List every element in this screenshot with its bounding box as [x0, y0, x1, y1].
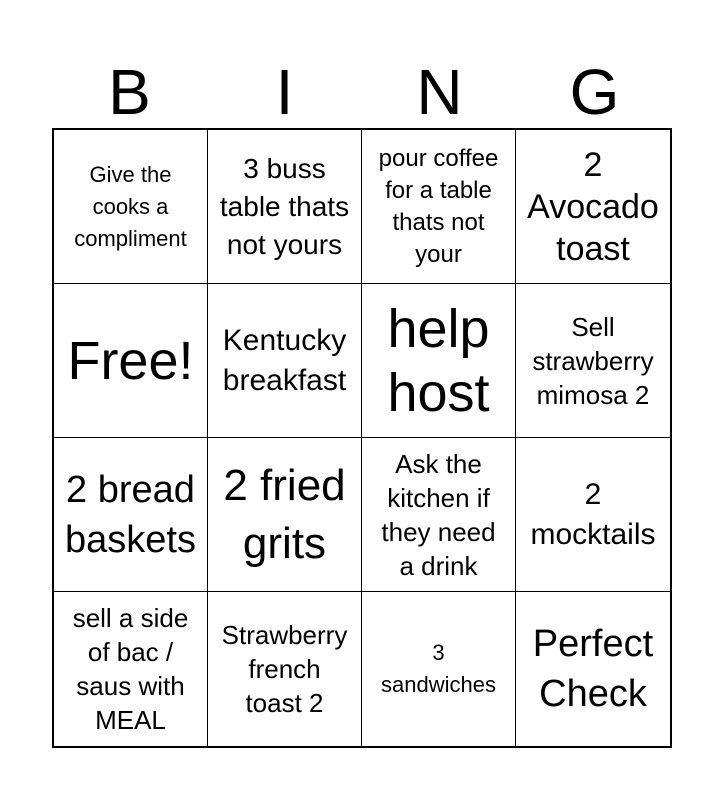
bingo-header: [52, 56, 672, 128]
cell-text: Free!: [67, 330, 194, 391]
header-letter-b: B: [108, 56, 151, 128]
bingo-cell[interactable]: [516, 284, 670, 438]
bingo-cell[interactable]: [54, 438, 208, 592]
cell-text: 2 bread baskets: [65, 468, 196, 561]
bingo-cell[interactable]: [54, 130, 208, 284]
cell-text: Strawberry french toast 2: [221, 620, 348, 718]
bingo-cell[interactable]: [362, 284, 516, 438]
bingo-cell[interactable]: [208, 284, 362, 438]
bingo-cell[interactable]: [516, 130, 670, 284]
cell-text: help host: [387, 298, 490, 423]
cell-text: Give the cooks a compliment: [74, 161, 187, 251]
bingo-cell[interactable]: [362, 130, 516, 284]
cell-text: pour coffee for a table thats not your: [378, 144, 499, 268]
bingo-cell[interactable]: [362, 438, 516, 592]
bingo-board: [52, 128, 672, 748]
cell-text: 2 mocktails: [530, 477, 656, 551]
cell-text: 2 fried grits: [223, 460, 346, 568]
cell-text: sell a side of bac / saus with MEAL: [72, 603, 189, 735]
cell-text: Kentucky breakfast: [222, 323, 347, 397]
cell-text: Sell strawberry mimosa 2: [532, 311, 654, 410]
cell-text: Perfect Check: [532, 623, 654, 715]
header-letter-n: N: [416, 56, 463, 128]
bingo-cell[interactable]: [54, 592, 208, 746]
header-letter-i: I: [275, 56, 294, 128]
bingo-cell[interactable]: [362, 592, 516, 746]
header-letter-g: G: [569, 56, 620, 128]
bingo-cell[interactable]: [208, 438, 362, 592]
cell-text: Ask the kitchen if they need a drink: [381, 448, 496, 581]
bingo-cell[interactable]: [208, 592, 362, 746]
bingo-cell[interactable]: [516, 438, 670, 592]
cell-text: 3 sandwiches: [381, 640, 496, 697]
cell-text: 3 buss table thats not yours: [219, 152, 350, 260]
bingo-cell[interactable]: [516, 592, 670, 746]
bingo-cell[interactable]: [208, 130, 362, 284]
cell-text: 2 Avocado toast: [527, 145, 659, 268]
bingo-cell-free[interactable]: [54, 284, 208, 438]
